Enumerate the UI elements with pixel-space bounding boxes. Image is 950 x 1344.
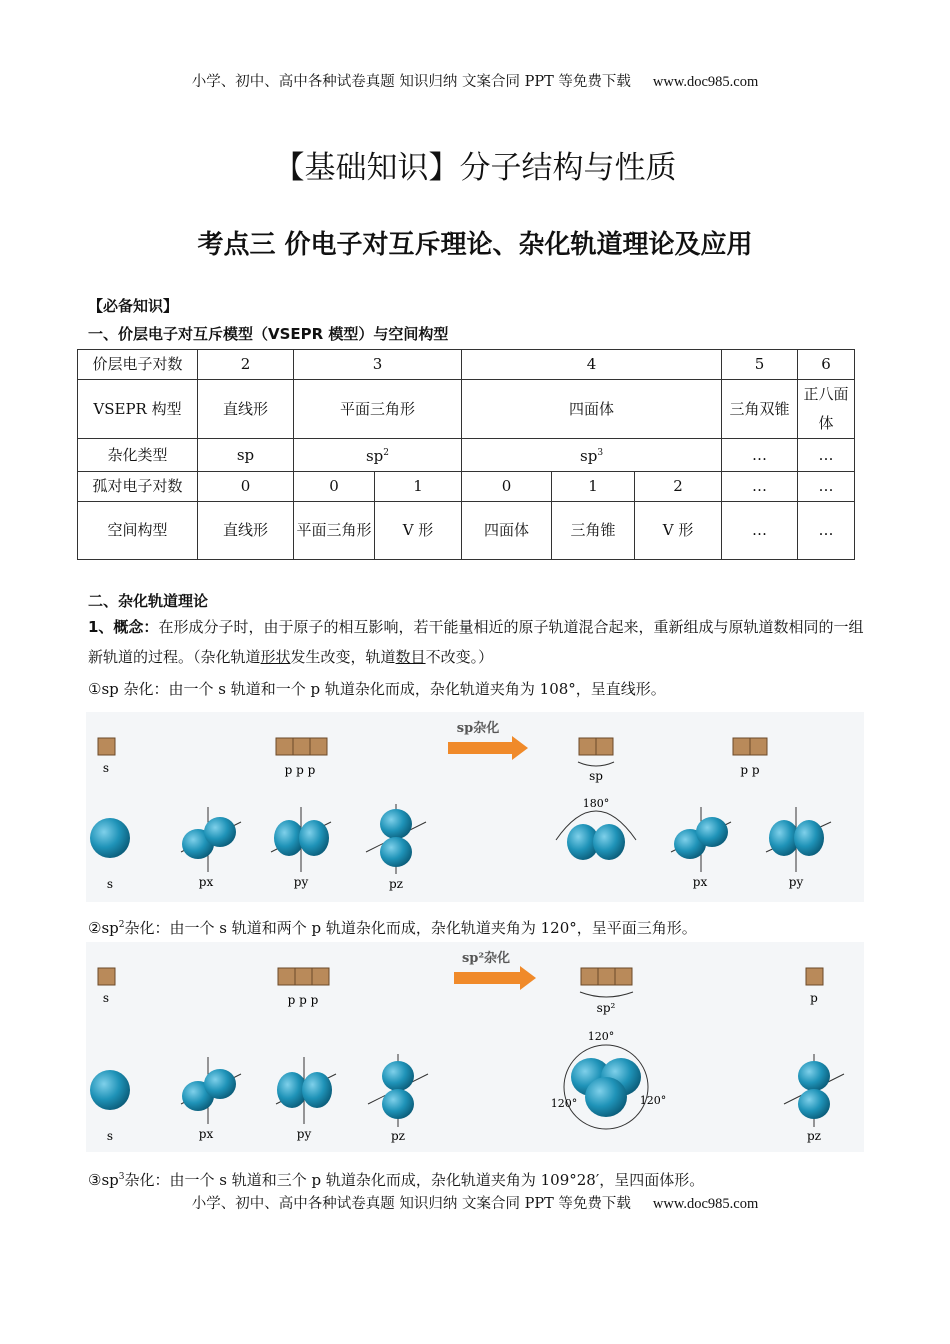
- vsepr-table: [77, 349, 855, 560]
- orbital-label: s: [106, 877, 114, 891]
- orbital-label: px: [198, 1127, 214, 1141]
- orbital-label: py: [296, 1127, 312, 1141]
- table-cell: …: [798, 472, 855, 502]
- page-footer: [0, 1192, 950, 1213]
- orbital-box: [278, 968, 295, 985]
- table-cell: V 形: [635, 502, 722, 560]
- section1-title: 一、价层电子对互斥模型（VSEPR 模型）与空间构型: [88, 325, 449, 343]
- table-cell: 直线形: [198, 502, 294, 560]
- table-cell: 2: [198, 350, 294, 380]
- table-cell: 平面三角形: [294, 380, 462, 439]
- section2-title: 二、杂化轨道理论: [88, 592, 209, 610]
- angle-label: 120°: [639, 1094, 667, 1107]
- table-cell: 空间构型: [78, 502, 198, 560]
- table-cell: $sp^3$: [462, 439, 722, 472]
- table-cell: $sp^2$: [294, 439, 462, 472]
- table-cell: …: [798, 502, 855, 560]
- table-cell: 3: [294, 350, 462, 380]
- s-orbital: [90, 818, 130, 858]
- table-cell: …: [722, 502, 798, 560]
- orbital-label: px: [198, 875, 214, 889]
- table-cell: 5: [722, 350, 798, 380]
- orbital-label: px: [692, 875, 708, 889]
- header-url[interactable]: www.doc985.com: [652, 74, 759, 90]
- orbital-box: [733, 738, 750, 755]
- table-cell: 4: [462, 350, 722, 380]
- table-cell: sp: [198, 439, 294, 472]
- page-title: 【基础知识】分子结构与性质: [273, 150, 677, 186]
- concept-paragraph: 1、概念：在形成分子时，由于原子的相互影响，若干能量相近的原子轨道混合起来，重新组成与原轨道数相同的一组新轨道的过程。（杂化轨道形状发生改变，轨道数目不改变。）: [88, 618, 864, 666]
- sp-hybrid-figure: [86, 712, 864, 902]
- table-cell: 杂化类型: [78, 439, 198, 472]
- orbital-box: [276, 738, 293, 755]
- table-cell: 1: [375, 472, 462, 502]
- table-cell: 三角双锥: [722, 380, 798, 439]
- table-cell: 孤对电子对数: [78, 472, 198, 502]
- box-label: s: [102, 991, 110, 1005]
- box-label: p: [810, 991, 818, 1005]
- box-label: p p p: [284, 763, 316, 777]
- sp2-hybrid-figure: [86, 942, 864, 1152]
- table-cell: 价层电子对数: [78, 350, 198, 380]
- page-subtitle: 考点三 价电子对互斥理论、杂化轨道理论及应用: [197, 230, 753, 260]
- footer-url[interactable]: www.doc985.com: [652, 1196, 759, 1212]
- concept-label: 1、概念：: [88, 618, 159, 636]
- table-cell: 四面体: [462, 502, 552, 560]
- orbital-label: py: [788, 875, 804, 889]
- table-cell: 正八面体: [798, 380, 855, 439]
- orbital-box: [615, 968, 632, 985]
- orbital-label: py: [293, 875, 309, 889]
- sp3-line: $③sp^3$杂化：由一个 s 轨道和三个 p 轨道杂化而成，杂化轨道夹角为 109°28′，呈四面体形。: [88, 1171, 705, 1189]
- section-required: 【必备知识】: [88, 297, 179, 315]
- orbital-box: [579, 738, 596, 755]
- orbital-label: s: [106, 1129, 114, 1143]
- box-label: p p: [740, 763, 760, 777]
- orbital-box: [310, 738, 327, 755]
- box-label: sp: [589, 769, 603, 783]
- table-cell: 三角锥: [552, 502, 635, 560]
- s-orbital: [90, 1070, 130, 1110]
- table-row: [78, 439, 855, 472]
- orbital-box: [750, 738, 767, 755]
- table-cell: 直线形: [198, 380, 294, 439]
- table-cell: …: [722, 472, 798, 502]
- sp-line: ①sp 杂化：由一个 s 轨道和一个 p 轨道杂化而成，杂化轨道夹角为 108°，呈直线形。: [88, 680, 666, 698]
- table-row: [78, 472, 855, 502]
- table-cell: 0: [294, 472, 375, 502]
- angle-label: 180°: [582, 797, 610, 810]
- table-row: [78, 380, 855, 439]
- orbital-box: [293, 738, 310, 755]
- page-header: [0, 70, 950, 91]
- orbital-box: [598, 968, 615, 985]
- table-cell: VSEPR 构型: [78, 380, 198, 439]
- arrow-label: sp杂化: [456, 721, 500, 736]
- table-cell: 2: [635, 472, 722, 502]
- table-cell: V 形: [375, 502, 462, 560]
- box-label: p p p: [287, 993, 319, 1007]
- table-cell: 0: [462, 472, 552, 502]
- orbital-box: [98, 738, 115, 755]
- orbital-label: pz: [806, 1129, 822, 1143]
- table-cell: …: [722, 439, 798, 472]
- box-label: s: [102, 761, 110, 775]
- sp2-line: $②sp^2$杂化：由一个 s 轨道和两个 p 轨道杂化而成，杂化轨道夹角为 120°，呈平面三角形。: [88, 919, 697, 937]
- footer-text: 小学、初中、高中各种试卷真题 知识归纳 文案合同 PPT 等免费下载: [191, 1196, 631, 1212]
- arrow-label: sp²杂化: [461, 951, 511, 966]
- table-cell: 0: [198, 472, 294, 502]
- table-cell: …: [798, 439, 855, 472]
- angle-label: 120°: [587, 1030, 615, 1043]
- angle-label: 120°: [550, 1097, 578, 1110]
- table-row: [78, 502, 855, 560]
- orbital-box: [596, 738, 613, 755]
- orbital-box: [806, 968, 823, 985]
- orbital-box: [312, 968, 329, 985]
- box-label: sp²: [596, 1001, 616, 1015]
- table-row: [78, 350, 855, 380]
- orbital-box: [295, 968, 312, 985]
- orbital-label: pz: [388, 877, 404, 891]
- orbital-box: [98, 968, 115, 985]
- table-cell: 四面体: [462, 380, 722, 439]
- header-text: 小学、初中、高中各种试卷真题 知识归纳 文案合同 PPT 等免费下载: [191, 74, 631, 90]
- orbital-label: pz: [390, 1129, 406, 1143]
- table-cell: 1: [552, 472, 635, 502]
- orbital-box: [581, 968, 598, 985]
- table-cell: 平面三角形: [294, 502, 375, 560]
- table-cell: 6: [798, 350, 855, 380]
